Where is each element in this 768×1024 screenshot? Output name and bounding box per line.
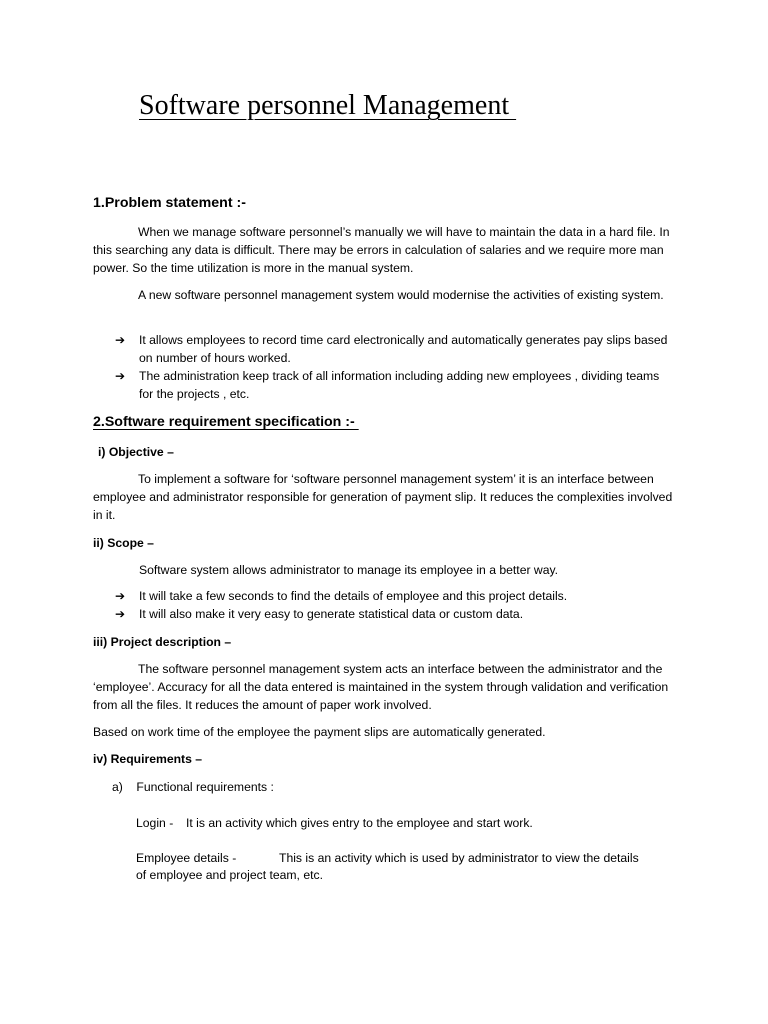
- right-arrow-icon: ➔: [115, 607, 126, 621]
- problem-paragraph-2: A new software personnel management system would modernise the activities of existing system.: [138, 288, 664, 302]
- bullet-text: It will also make it very easy to generate statistical data or custom data.: [139, 607, 524, 621]
- srs-heading: 2.Software requirement specification :-: [93, 414, 359, 430]
- project-description-heading: iii) Project description –: [93, 635, 232, 649]
- bullet-text: The administration keep track of all information including adding new employees , dividing teams for the projects , etc.: [139, 369, 660, 401]
- project-description-text-2: Based on work time of the employee the payment slips are automatically generated.: [93, 725, 546, 739]
- problem-statement-heading: 1.Problem statement :-: [93, 195, 246, 211]
- objective-text: To implement a software for ‘software personnel management system’ it is an interface between employee and administrator responsible for generation of payment slip. It reduces the complexities involved in it.: [93, 472, 673, 522]
- document-title: Software personnel Management: [139, 90, 517, 121]
- list-item: [115, 587, 675, 605]
- right-arrow-icon: ➔: [115, 369, 126, 383]
- right-arrow-icon: ➔: [115, 589, 126, 603]
- functional-requirements-label: a) Functional requirements :: [112, 780, 274, 794]
- list-item: [115, 605, 675, 623]
- employee-details-label: Employee details -: [136, 851, 237, 865]
- scope-text: Software system allows administrator to manage its employee in a better way.: [139, 563, 559, 577]
- right-arrow-icon: ➔: [115, 333, 126, 347]
- bullet-text: It allows employees to record time card electronically and automatically generates pay slips based on number of hours worked.: [139, 333, 668, 365]
- objective-heading: i) Objective –: [98, 445, 174, 459]
- login-label: Login -: [136, 816, 174, 830]
- scope-bullet-list: [115, 587, 675, 623]
- bullet-text: It will take a few seconds to find the details of employee and this project details.: [139, 589, 568, 603]
- project-description-text: The software personnel management system acts an interface between the administrator and the ‘employee’. Accuracy for all the data entered is maintained in the system through validation and verification from all the files. It reduces the amount of paper work involved.: [93, 662, 669, 712]
- list-item: [115, 367, 675, 403]
- login-text: It is an activity which gives entry to the employee and start work.: [186, 816, 533, 830]
- problem-paragraph-1: When we manage software personnel’s manually we will have to maintain the data in a hard file. In this searching any data is difficult. There may be errors in calculation of salaries and we require more man power. So the time utilization is more in the manual system.: [93, 225, 670, 275]
- problem-bullet-list: [115, 331, 675, 403]
- requirements-heading: iv) Requirements –: [93, 752, 203, 766]
- scope-heading: ii) Scope –: [93, 536, 154, 550]
- employee-details-text: This is an activity which is used by administrator to view the details: [279, 851, 639, 865]
- employee-details-text-2: of employee and project team, etc.: [136, 868, 323, 882]
- list-item: [115, 331, 675, 367]
